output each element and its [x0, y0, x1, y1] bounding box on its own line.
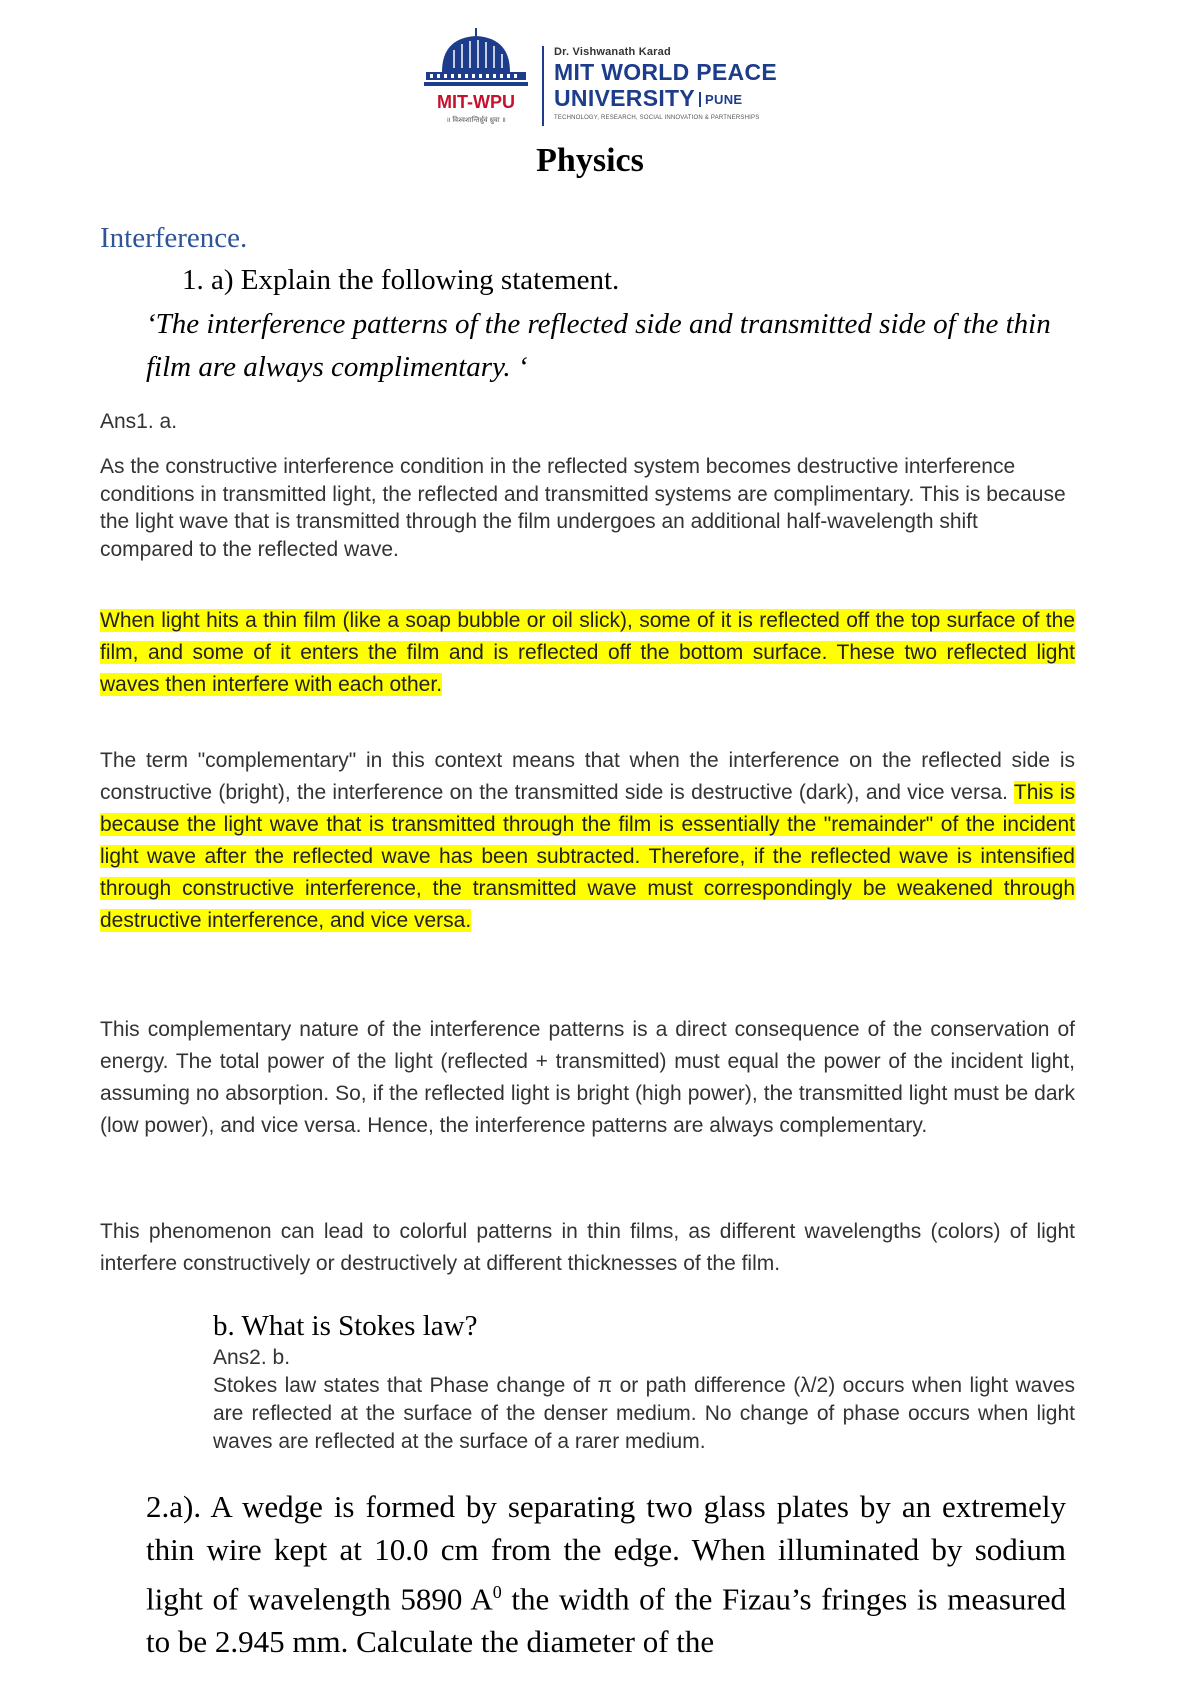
logo-founder-line: Dr. Vishwanath Karad	[554, 46, 671, 58]
logo-university: UNIVERSITY	[554, 85, 696, 111]
logo-name-line1: MIT WORLD PEACE	[554, 59, 777, 85]
answer-1a-label: Ans1. a.	[100, 410, 178, 433]
university-logo	[420, 28, 800, 136]
question-1b: b. What is Stokes law?	[213, 1310, 478, 1342]
page-title: Physics	[536, 142, 644, 179]
question-2a-text-cont: the width of the Fizau’s fringes is measured to be 2.945 mm. Calculate the diameter of the	[146, 1581, 1066, 1659]
logo-name-line2	[554, 85, 800, 113]
angstrom-superscript: 0	[492, 1582, 502, 1602]
answer-1b-text: Stokes law states that Phase change of π or path difference (λ/2) occurs when light waves are reflected at the surface of the denser medium. No change of phase occurs when light waves are reflected at the surface of a rarer medium.	[213, 1374, 1075, 1453]
logo-motto: ॥ विश्वशान्तिर्ध्रुवं ध्रुवा ॥	[446, 117, 506, 124]
answer-1a-paragraph-3	[100, 745, 1075, 937]
highlight-text: When light hits a thin film (like a soap bubble or oil slick), some of it is reflected off the top surface of the film, and some of it enters the film and is reflected off the bottom surface. These two reflected light waves then interfere with each other.	[100, 609, 1075, 696]
section-title: Interference.	[100, 222, 248, 254]
logo-tagline: TECHNOLOGY, RESEARCH, SOCIAL INNOVATION & PARTNERSHIPS	[554, 114, 760, 121]
answer-1b-label: Ans2. b.	[213, 1346, 291, 1369]
logo-acronym: MIT-WPU	[437, 92, 515, 112]
answer-1a-paragraph-4: This complementary nature of the interference patterns is a direct consequence of the conservation of energy. The total power of the light (reflected + transmitted) must equal the power of the incident light, assuming no absorption. So, if the reflected light is bright (high power), the transmitted light must be dark (low power), and vice versa. Hence, the interference patterns are always complementary.	[100, 1018, 1075, 1137]
question-2a-text: 2.a). A wedge is formed by separating two glass plates by an extremely thin wire kept at 10.0 cm from the edge. When illuminated by sodium light of wavelength 5890 A	[146, 1489, 1066, 1617]
logo-divider	[542, 46, 544, 126]
logo-wordmark	[554, 46, 800, 121]
question-2a	[146, 1486, 1066, 1663]
question-1a-quote: ‘The interference patterns of the reflected side and transmitted side of the thin film are always complimentary. ‘	[146, 308, 1051, 383]
answer-1a-paragraph-1: As the constructive interference condition in the reflected system becomes destructive interference conditions in transmitted light, the reflected and transmitted systems are complimentary. This is because the light wave that is transmitted through the film undergoes an additional half-wavelength shift compared to the reflected wave.	[100, 455, 1066, 561]
answer-1a-paragraph-5: This phenomenon can lead to colorful patterns in thin films, as different wavelengths (colors) of light interfere constructively or destructively at different thicknesses of the film.	[100, 1220, 1075, 1275]
question-1a: 1. a) Explain the following statement.	[182, 264, 620, 296]
logo-pune: PUNE	[699, 92, 742, 107]
answer-1a-paragraph-2	[100, 605, 1075, 701]
highlight-text: This is because the light wave that is transmitted through the film is essentially the "remainder" of the incident light wave after the reflected wave has been subtracted. Therefore, if the reflected wave is intensified through constructive interference, the transmitted wave must correspondingly be weakened through destructive interference, and vice versa.	[100, 781, 1075, 932]
paragraph-text: The term "complementary" in this context means that when the interference on the reflected side is constructive (bright), the interference on the transmitted side is destructive (dark), and vice versa.	[100, 749, 1075, 804]
